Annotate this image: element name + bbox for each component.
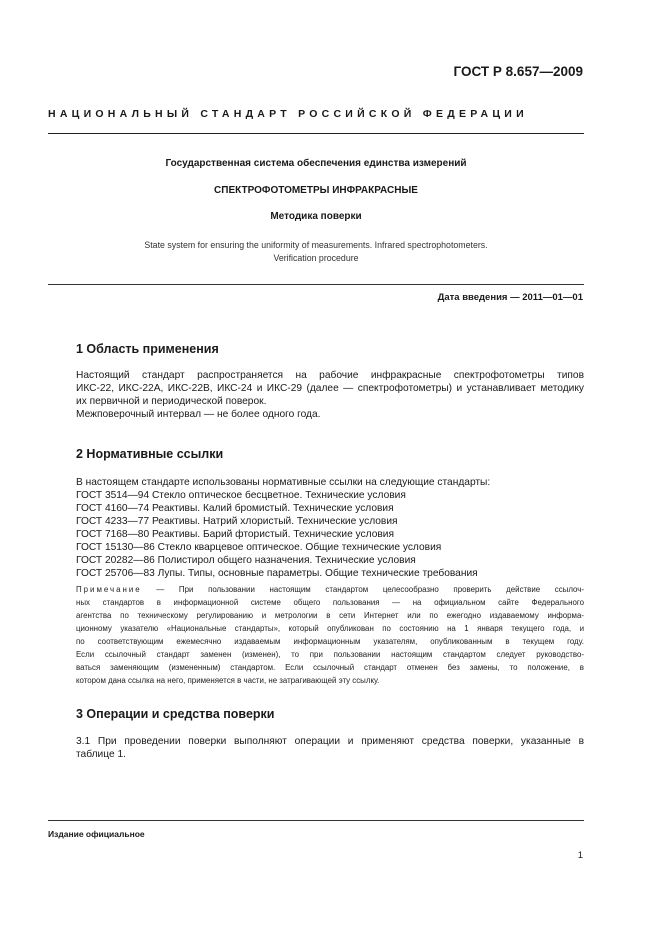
section-1-line: их первичной и периодической поверок. <box>76 396 267 407</box>
introduction-date: Дата введения — 2011—01—01 <box>437 292 583 303</box>
section-1-text <box>76 369 584 408</box>
footer-divider <box>48 820 584 821</box>
section-3-line: 3.1 При проведении поверки выполняют операции и применяют средства поверки, указанные в <box>76 736 584 747</box>
section-3-text <box>76 735 584 761</box>
references-list <box>76 489 478 580</box>
note-line: Если ссылочный стандарт заменен (изменен), то при пользовании настоящим стандартом следует руководство- <box>76 650 584 659</box>
english-title-line-1: State system for ensuring the uniformity of measurements. Infrared spectrophotometers. <box>144 240 488 250</box>
note-line: ционному указателю «Национальные стандарты», который опубликован по состоянию на 1 января текущего года, и <box>76 624 584 633</box>
title-divider <box>48 284 584 285</box>
note-text: — При пользовании настоящим стандартом целесообразно проверить действие ссылоч- <box>156 585 584 594</box>
document-number: ГОСТ Р 8.657—2009 <box>453 64 583 79</box>
reference-item: ГОСТ 3514—94 Стекло оптическое бесцветное. Технические условия <box>76 490 406 501</box>
note-block <box>76 583 584 687</box>
page-number: 1 <box>577 850 583 861</box>
note-line: ных стандартов в информационной системе общего пользования — на официальном сайте Федерального <box>76 598 584 607</box>
section-1-line: Настоящий стандарт распространяется на рабочие инфракрасные спектрофотометры типов <box>76 370 584 381</box>
section-1-heading: 1 Область применения <box>76 342 219 356</box>
official-edition-label: Издание официальное <box>48 829 145 839</box>
national-standard-title: НАЦИОНАЛЬНЫЙ СТАНДАРТ РОССИЙСКОЙ ФЕДЕРАЦИИ <box>48 108 528 120</box>
system-title: Государственная система обеспечения единства измерений <box>165 158 467 169</box>
note-line: по соответствующим ежемесячно издаваемым информационным указателям, опубликованным в текущем году. <box>76 637 584 646</box>
note-line: агентства по техническому регулированию и метрологии в сети Интернет или по ежегодно издаваемому информа- <box>76 611 584 620</box>
note-line: ваться заменяющим (измененным) стандартом. Если ссылочный стандарт отменен без замены, то положение, в <box>76 663 584 672</box>
section-2-heading: 2 Нормативные ссылки <box>76 447 224 461</box>
section-3-line: таблице 1. <box>76 749 126 760</box>
section-3-heading: 3 Операции и средства поверки <box>76 707 275 721</box>
reference-item: ГОСТ 15130—86 Стекло кварцевое оптическое. Общие технические условия <box>76 542 442 553</box>
document-title: СПЕКТРОФОТОМЕТРЫ ИНФРАКРАСНЫЕ <box>214 185 418 196</box>
header-divider <box>48 133 584 134</box>
reference-item: ГОСТ 25706—83 Лупы. Типы, основные параметры. Общие технические требования <box>76 568 478 579</box>
note-line: котором дана ссылка на него, применяется в части, не затрагивающей эту ссылку. <box>76 676 380 685</box>
section-1-line: ИКС-22, ИКС-22А, ИКС-22В, ИКС-24 и ИКС-29 (далее — спектрофотометры) и устанавливает методику <box>76 383 584 394</box>
reference-item: ГОСТ 20282—86 Полистирол общего назначения. Технические условия <box>76 555 416 566</box>
reference-item: ГОСТ 4233—77 Реактивы. Натрий хлористый. Технические условия <box>76 516 398 527</box>
note-line <box>76 583 584 596</box>
document-subtitle: Методика поверки <box>270 211 362 222</box>
section-2-intro: В настоящем стандарте использованы нормативные ссылки на следующие стандарты: <box>76 477 491 488</box>
english-title-line-2: Verification procedure <box>273 253 359 263</box>
reference-item: ГОСТ 7168—80 Реактивы. Барий фтористый. Технические условия <box>76 529 394 540</box>
note-label: Примечание <box>76 585 142 594</box>
reference-item: ГОСТ 4160—74 Реактивы. Калий бромистый. Технические условия <box>76 503 394 514</box>
verification-interval: Межповерочный интервал — не более одного года. <box>76 409 321 420</box>
